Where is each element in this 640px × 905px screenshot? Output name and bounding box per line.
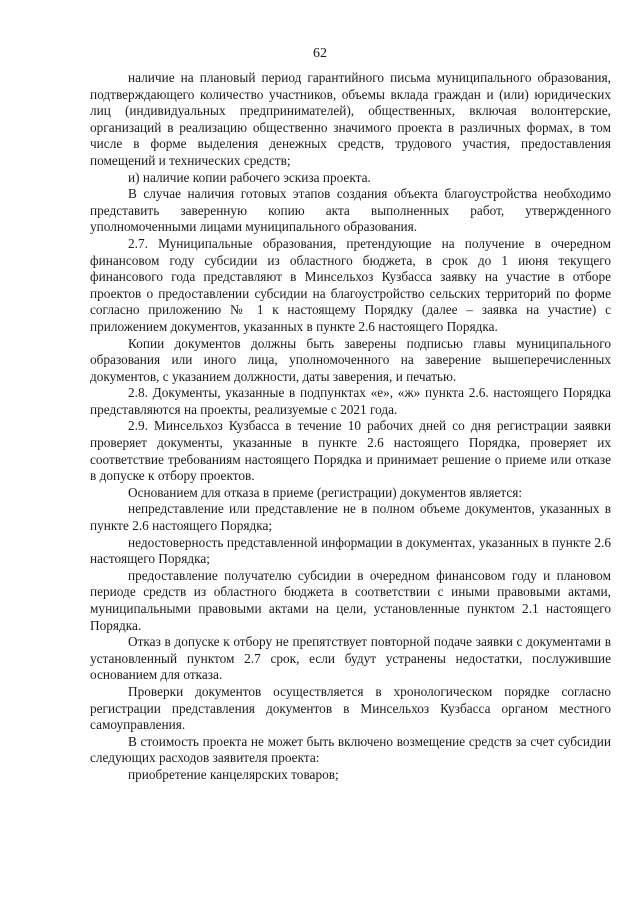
paragraph-ground-inaccurate: недостоверность представленной информации в документах, указанных в пункте 2.6 настоящего Порядка; [90,534,611,567]
paragraph-2-8: 2.8. Документы, указанные в подпунктах «е», «ж» пункта 2.6. настоящего Порядка представляются на проекты, реализуемые с 2021 года. [90,385,611,417]
paragraph-resubmission: Отказ в допуске к отбору не препятствует повторной подаче заявки с документами в установленный пунктом 2.7 срок, если будут устранены недостатки, послужившие основанием для отказа. [90,634,611,683]
paragraph-guarantee-letter: наличие на плановый период гарантийного письма муниципального образования, подтверждающего количество участников, объемы вклада граждан и (или) юридических лиц (индивидуальных предпринимателей), общественных, включая волонтерские, организаций в реализацию общественно значимого проекта в различных формах, в том числе в форме выделения денежных средств, трудового участия, предоставления помещений и технических средств; [90,70,611,168]
page-number: 62 [313,46,327,61]
paragraph-copies-certified: Копии документов должны быть заверены подписью главы муниципального образования или иного лица, уполномоченного на заверение вышеперечисленных документов, с указанием должности, даты заверения, и печатью. [90,335,611,384]
paragraph-refusal-grounds: Основанием для отказа в приеме (регистрации) документов является: [128,484,523,500]
paragraph-ground-incomplete: непредставление или представление не в полном объеме документов, указанных в пункте 2.6 настоящего Порядка; [90,501,611,534]
paragraph-2-7: 2.7. Муниципальные образования, претендующие на получение в очередном финансовом году субсидии из областного бюджета, в срок до 1 июня текущего финансового года представляют в Минсельхоз Кузбасса заявку на участие в отборе проектов о предоставлении субсидии на благоустройство сельских территорий по форме согласно приложению № 1 к настоящему Порядку (далее – заявка на участие) с приложением документов, указанных в пункте 2.6 настоящего Порядка. [90,235,611,334]
paragraph-sketch-copy: и) наличие копии рабочего эскиза проекта. [128,169,371,185]
paragraph-stationery: приобретение канцелярских товаров; [128,766,339,782]
document-body [90,70,611,784]
paragraph-chronological-check: Проверки документов осуществляется в хронологическом порядке согласно регистрации представления документов в Минсельхоз Кузбасса органом местного самоуправления. [90,683,611,733]
paragraph-excluded-costs: В стоимость проекта не может быть включено возмещение средств за счет субсидии следующих расходов заявителя проекта: [90,733,611,766]
paragraph-completed-stages: В случае наличия готовых этапов создания объекта благоустройства необходимо представить заверенную копию акта выполненных работ, утвержденного уполномоченными лицами муниципального образования. [90,186,611,235]
paragraph-2-9: 2.9. Минсельхоз Кузбасса в течение 10 рабочих дней со дня регистрации заявки проверяет документы, указанные в пункте 2.6 настоящего Порядка, проверяет их соответствие требованиям настоящего Порядка и принимает решение о приеме или отказе в допуске к отбору проектов. [90,418,611,484]
paragraph-ground-other-funding: предоставление получателю субсидии в очередном финансовом году и плановом периоде средств из областного бюджета в соответствии с иными правовыми актами, муниципальными правовыми актами на цели, установленные пунктом 2.1 настоящего Порядка. [90,567,611,633]
